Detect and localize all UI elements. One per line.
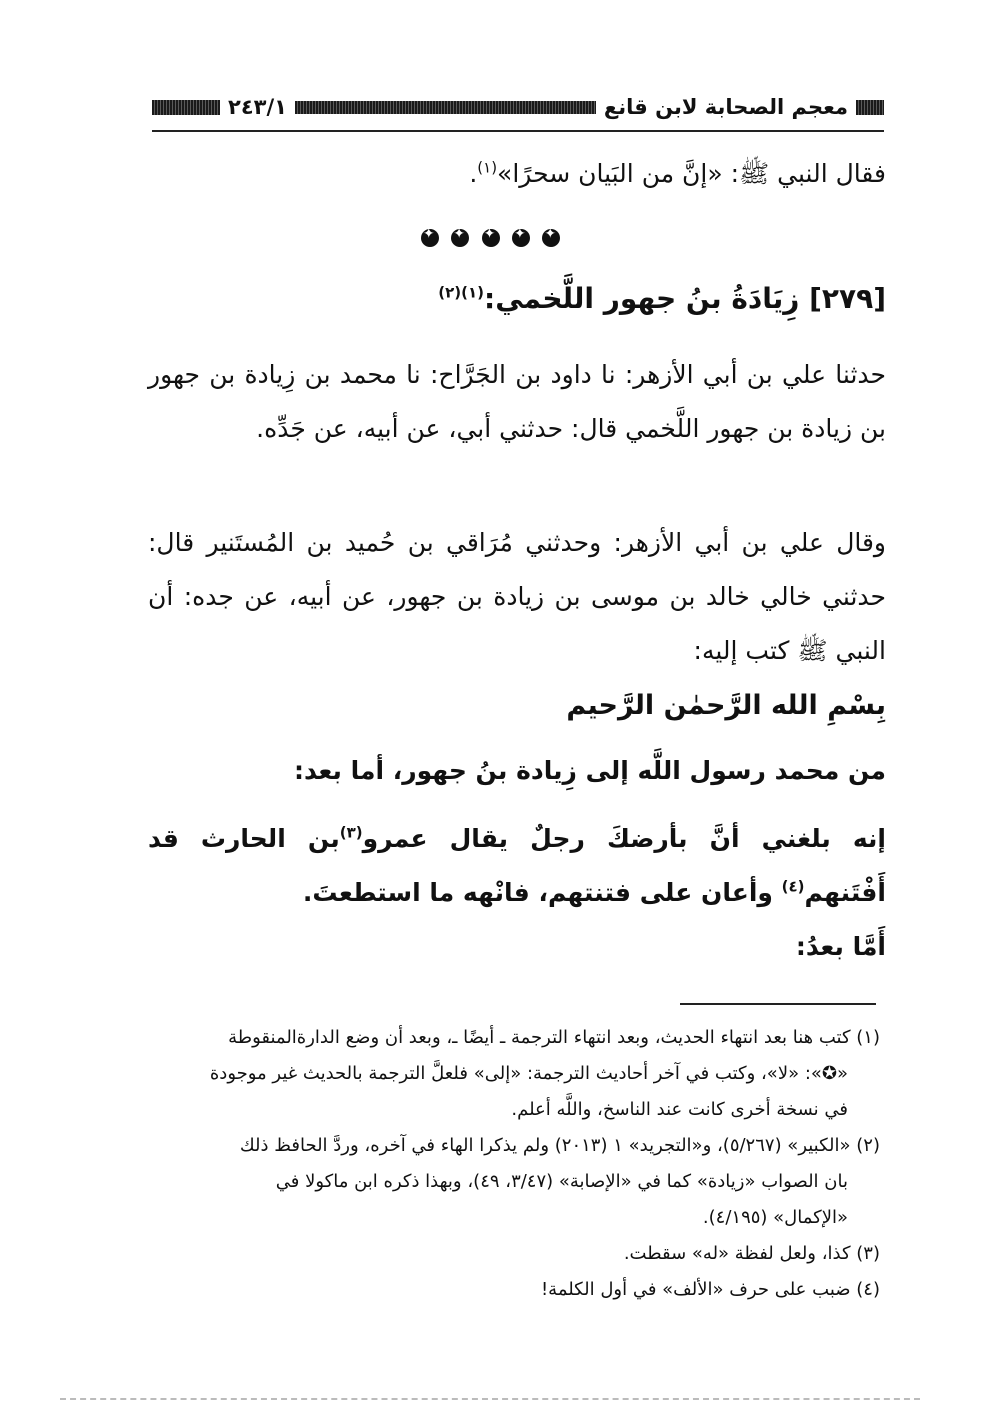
letter-body-part-a: إنه بلغني أنَّ بأرضكَ رجلٌ يقال عمرو [362,824,886,853]
footnote-2-line-3: «الإكمال» (٤/١٩٥). [702,1207,848,1228]
letter-close-text: أَمَّا بعدُ: [795,932,886,961]
entry-number: [٢٧٩] [809,282,886,315]
header-bar-left [152,100,220,115]
opening-end: . [469,159,478,188]
page-number: ٢٤٣/١ [228,95,287,119]
star-ornament-icon [512,229,530,247]
footnote-ref-1: (١) [477,158,498,177]
footnote-rule [680,1003,876,1005]
basmala [148,690,886,721]
footnote-1-line-2: «✪»: «لا»، وكتب في آخر أحاديث الترجمة: «إلى» فلعلَّ الترجمة بالحديث غير موجودة [209,1063,848,1084]
footnote-3: (٣) كذا، ولعل لفظة «له» سقطت. [623,1243,880,1264]
letter-body-part-c: وأعان على فتنتهم، فانْهه ما استطعتَ. [302,878,773,907]
letter-body-part-b: بن الحارث قد أَفْتَنهم [148,824,886,907]
paragraph-1: حدثنا علي بن أبي الأزهر: نا داود بن الجَرَّاح: نا محمد بن زِيادة بن جهور بن زيادة بن جهور اللَّخمي قال: حدثني أبي، عن أبيه، عن جَدِّه. [148,360,886,443]
header-bar-right [856,100,884,115]
footnote-ref-3: (٣) [339,823,363,842]
opening-line [148,158,886,195]
running-header [152,92,884,122]
header-rule [152,130,884,132]
star-ornament-icon [482,229,500,247]
book-title: معجم الصحابة لابن قانع [603,95,848,119]
opening-quote: فقال النبي ﷺ: «إنَّ من البَيان سحرًا» [497,159,886,188]
basmala-text: بِسْمِ الله الرَّحمٰن الرَّحيم [566,690,886,721]
star-ornament-icon [421,229,439,247]
footnote-ref-4: (٤) [781,877,805,896]
paragraph-2: وقال علي بن أبي الأزهر: وحدثني مُرَاقي بن حُميد بن المُستَنير قال: حدثني خالي خالد بن موسى بن زيادة بن جهور، عن أبيه، عن جده: أن النبي ﷺ كتب إليه: [148,528,886,665]
entry-footnote-refs: (١)(٢) [438,283,485,302]
star-ornament-icon [451,229,469,247]
star-ornament-icon [542,229,560,247]
footnote-2-line-1: (٢) «الكبير» (٥/٢٦٧)، و«التجريد» ١ (٢٠١٣) ولم يذكرا الهاء في آخره، وردَّ الحافظ ذلك [239,1135,880,1156]
header-bar-middle [295,101,596,114]
entry-heading [148,282,886,315]
footnote-4: (٤) ضبب على حرف «الألف» في أول الكلمة! [540,1279,880,1300]
letter-close [148,932,886,961]
footnotes [148,1020,880,1308]
footnote-2-line-2: بان الصواب «زيادة» كما في «الإصابة» (٣/٤٧، ٤٩)، وبهذا ذكره ابن ماكولا في [275,1171,848,1192]
letter-opening-text: من محمد رسول اللَّه إلى زِيادة بنُ جهور، أما بعد: [293,756,886,785]
entry-name: زِيَادَةُ بنُ جهور اللَّخمي: [484,282,800,315]
section-separator [0,228,981,252]
scan-bottom-edge [60,1398,920,1402]
footnote-1-line-3: في نسخة أخرى كانت عند الناسخ، واللَّه أعلم. [511,1099,848,1120]
letter-opening [148,756,886,785]
letter-body [148,812,886,920]
footnote-1-line-1: (١) كتب هنا بعد انتهاء الحديث، وبعد انتهاء الترجمة ـ أيضًا ـ، وبعد أن وضع الدارةالمنقوطة [228,1027,880,1048]
